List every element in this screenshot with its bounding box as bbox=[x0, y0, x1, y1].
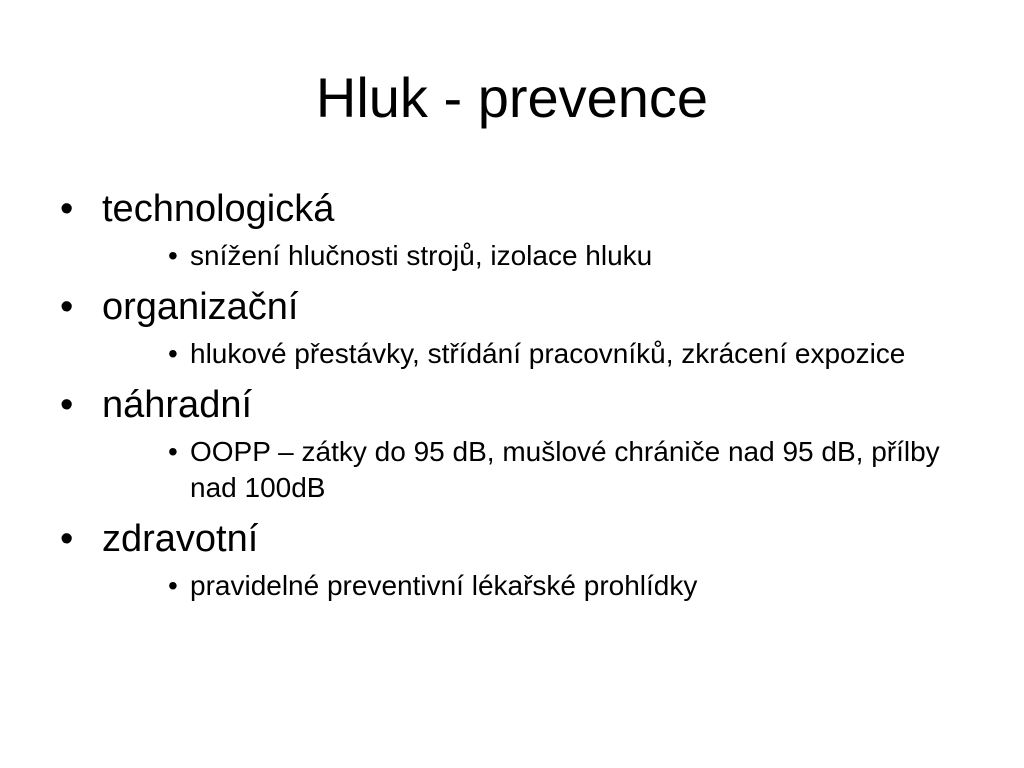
slide-title: Hluk - prevence bbox=[315, 66, 709, 129]
sub-item-text: snížení hlučnosti strojů, izolace hluku bbox=[190, 240, 653, 271]
bullet-item-nahradni bbox=[60, 382, 980, 506]
sub-item-text: pravidelné preventivní lékařské prohlídky bbox=[190, 570, 698, 601]
bullet-label: náhradní bbox=[102, 384, 253, 426]
sub-item-text: hlukové přestávky, střídání pracovníků, zkrácení expozice bbox=[190, 338, 906, 369]
sub-bullet-icon: • bbox=[168, 338, 178, 369]
bullet-item-zdravotni bbox=[60, 516, 980, 604]
bullet-icon: • bbox=[60, 188, 74, 230]
sub-item bbox=[168, 238, 970, 274]
sub-list bbox=[102, 568, 980, 604]
sub-item bbox=[168, 434, 970, 506]
sub-list bbox=[102, 434, 980, 506]
bullet-label: organizační bbox=[102, 286, 299, 328]
sub-bullet-icon: • bbox=[168, 570, 178, 601]
sub-list bbox=[102, 336, 980, 372]
sub-item bbox=[168, 336, 970, 372]
sub-item-text: OOPP – zátky do 95 dB, mušlové chrániče nad 95 dB, přílby nad 100dB bbox=[190, 436, 940, 503]
bullet-label: zdravotní bbox=[102, 518, 259, 560]
bullet-item-technologicka bbox=[60, 186, 980, 274]
bullet-icon: • bbox=[60, 518, 74, 560]
bullet-icon: • bbox=[60, 286, 74, 328]
sub-bullet-icon: • bbox=[168, 436, 178, 467]
bullet-item-organizacni bbox=[60, 284, 980, 372]
sub-bullet-icon: • bbox=[168, 240, 178, 271]
bullet-label: technologická bbox=[102, 188, 335, 230]
sub-list bbox=[102, 238, 980, 274]
bullet-icon: • bbox=[60, 384, 74, 426]
sub-item bbox=[168, 568, 970, 604]
bullet-list bbox=[60, 186, 980, 614]
